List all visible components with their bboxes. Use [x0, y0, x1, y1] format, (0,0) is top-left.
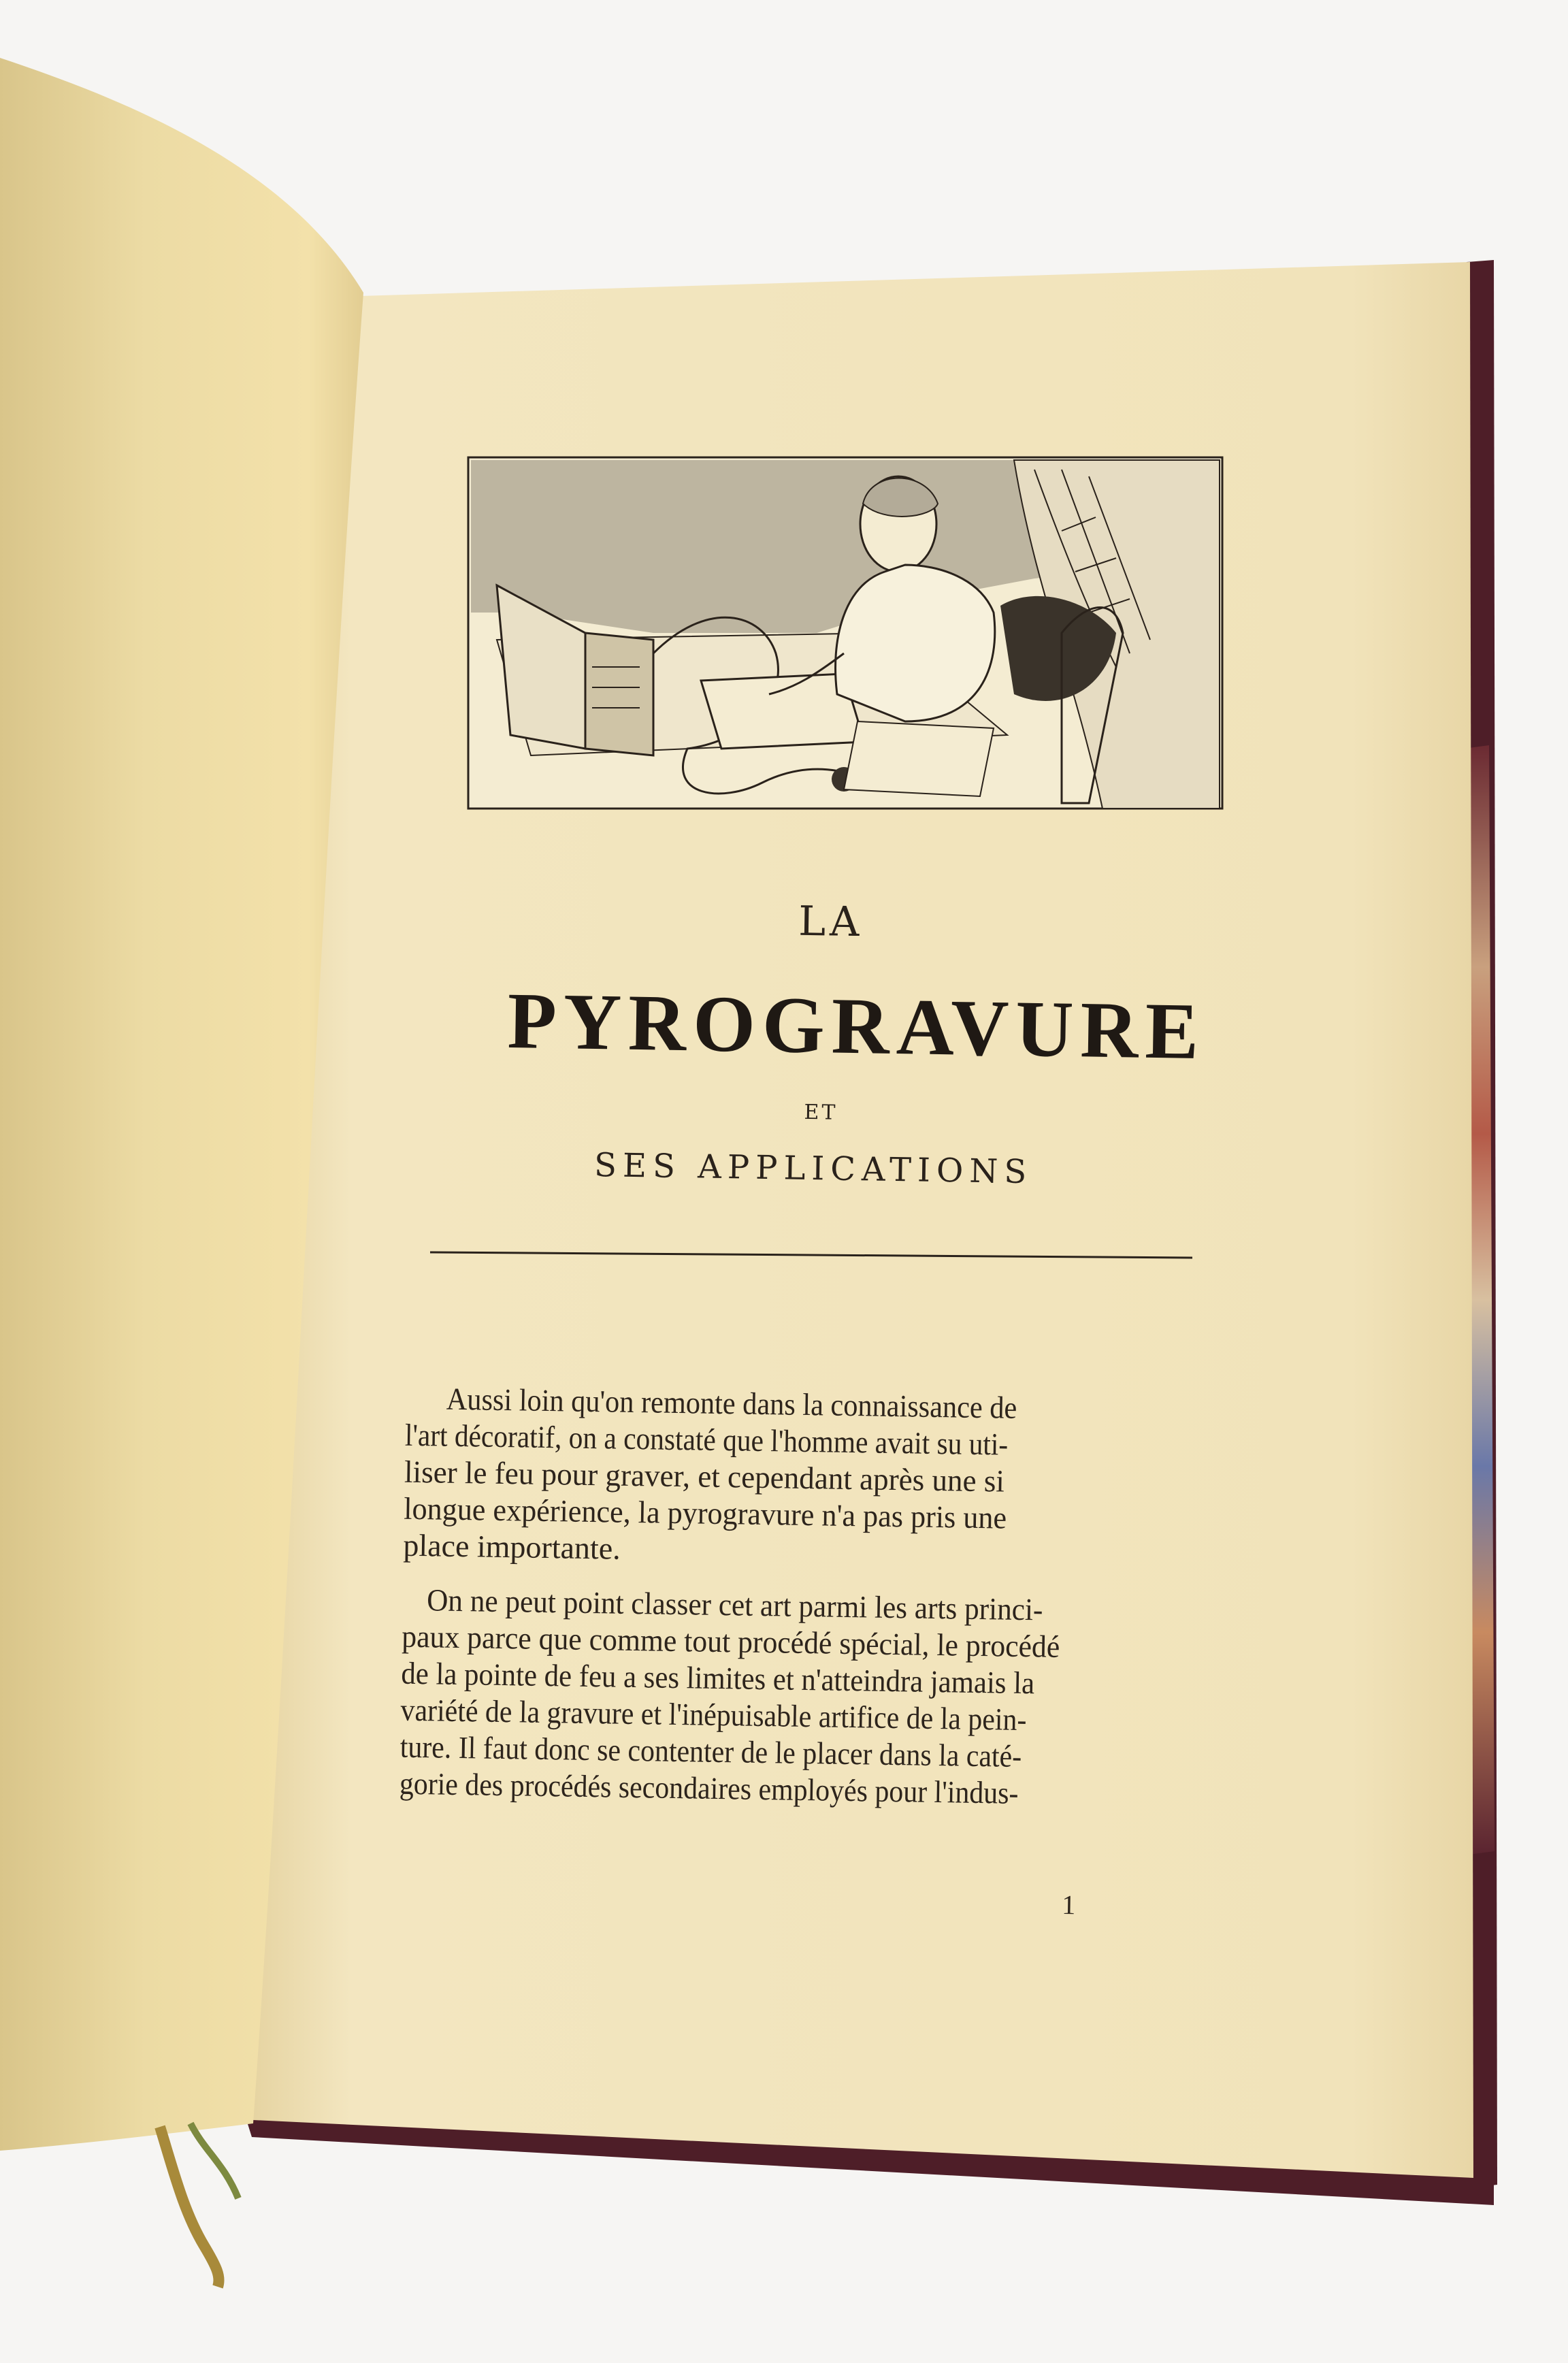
body-line: ture. Il faut donc se contenter de le placer dans la caté-	[399, 1729, 1022, 1774]
title-article: LA	[798, 897, 864, 947]
body-line: paux parce que comme tout procédé spécial, le procédé	[401, 1618, 1060, 1664]
body-line: place importante.	[403, 1527, 621, 1566]
body-line: de la pointe de feu a ses limites et n'atteindra jamais la	[401, 1655, 1035, 1701]
body-line: Aussi loin qu'on remonte dans la connaissance de	[446, 1381, 1017, 1425]
body-line: l'art décoratif, on a constaté que l'homme avait su uti-	[404, 1417, 1009, 1462]
body-line: gorie des procédés secondaires employés pour l'indus-	[399, 1765, 1019, 1810]
page-subtitle: SES APPLICATIONS	[593, 1146, 1033, 1192]
page-title: PYROGRAVURE	[506, 976, 1207, 1077]
page-number: 1	[1061, 1889, 1076, 1921]
body-line: variété de la gravure et l'inépuisable artifice de la pein-	[400, 1692, 1027, 1738]
body-line: longue expérience, la pyrogravure n'a pas pris une	[403, 1490, 1007, 1535]
body-line: liser le feu pour graver, et cependant après une si	[404, 1454, 1005, 1499]
title-conjunction: ET	[804, 1100, 838, 1125]
body-line: On ne peut point classer cet art parmi les arts princi-	[426, 1582, 1043, 1627]
